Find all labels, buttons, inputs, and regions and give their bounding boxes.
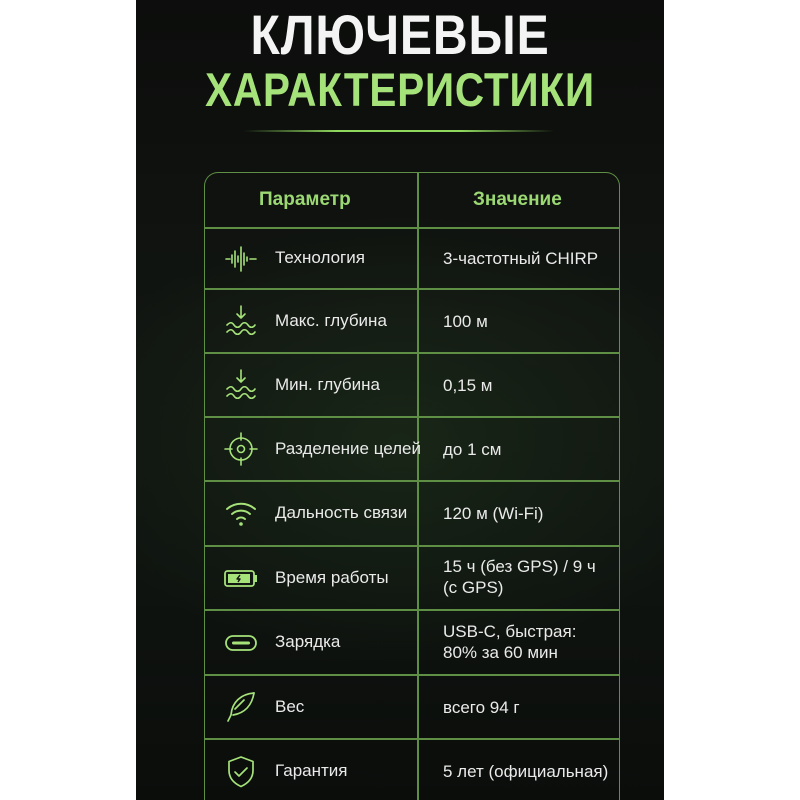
row-value: 5 лет (официальная) xyxy=(443,762,609,781)
header-parameter: Параметр xyxy=(259,189,351,210)
row-label: Макс. глубина xyxy=(275,311,387,330)
shield-check-icon xyxy=(223,754,259,790)
row-value: 100 м xyxy=(443,312,488,331)
row-label: Зарядка xyxy=(275,632,341,651)
sound-wave-icon xyxy=(223,241,259,277)
row-label: Гарантия xyxy=(275,761,348,780)
row-value: USB-C, быстрая: 80% за 60 мин xyxy=(443,622,577,662)
specs-table xyxy=(204,172,620,800)
header-value: Значение xyxy=(473,189,562,210)
row-label: Дальность связи xyxy=(275,503,408,522)
row-label: Технология xyxy=(275,248,365,267)
row-label: Вес xyxy=(275,697,305,716)
spec-card xyxy=(136,0,664,800)
row-label: Мин. глубина xyxy=(275,375,381,394)
water-depth-icon xyxy=(223,367,259,403)
row-value: 3-частотный CHIRP xyxy=(443,249,599,268)
row-value: 120 м (Wi-Fi) xyxy=(443,504,544,523)
row-label: Разделение целей xyxy=(275,439,422,458)
title-line-1: КЛЮЧЕВЫЕ xyxy=(250,3,550,66)
table-row xyxy=(205,289,619,352)
table-row xyxy=(205,228,619,288)
row-value: 15 ч (без GPS) / 9 ч (с GPS) xyxy=(443,557,596,597)
table-row xyxy=(205,610,619,674)
title-underline xyxy=(244,130,554,132)
table-row xyxy=(205,481,619,545)
table-row xyxy=(205,546,619,609)
row-label: Время работы xyxy=(275,568,389,587)
water-depth-icon xyxy=(223,303,259,339)
row-value: всего 94 г xyxy=(443,698,520,717)
row-value: 0,15 м xyxy=(443,376,493,395)
crosshair-target-icon xyxy=(223,431,259,467)
feather-icon xyxy=(223,689,259,725)
table-row xyxy=(205,675,619,738)
title-line-2: ХАРАКТЕРИСТИКИ xyxy=(205,63,595,116)
usb-c-port-icon xyxy=(223,625,259,661)
table-row xyxy=(205,353,619,416)
row-value: до 1 см xyxy=(443,440,502,459)
wifi-icon xyxy=(223,496,259,532)
table-row xyxy=(205,739,619,800)
battery-icon xyxy=(223,560,259,596)
table-row xyxy=(205,417,619,480)
